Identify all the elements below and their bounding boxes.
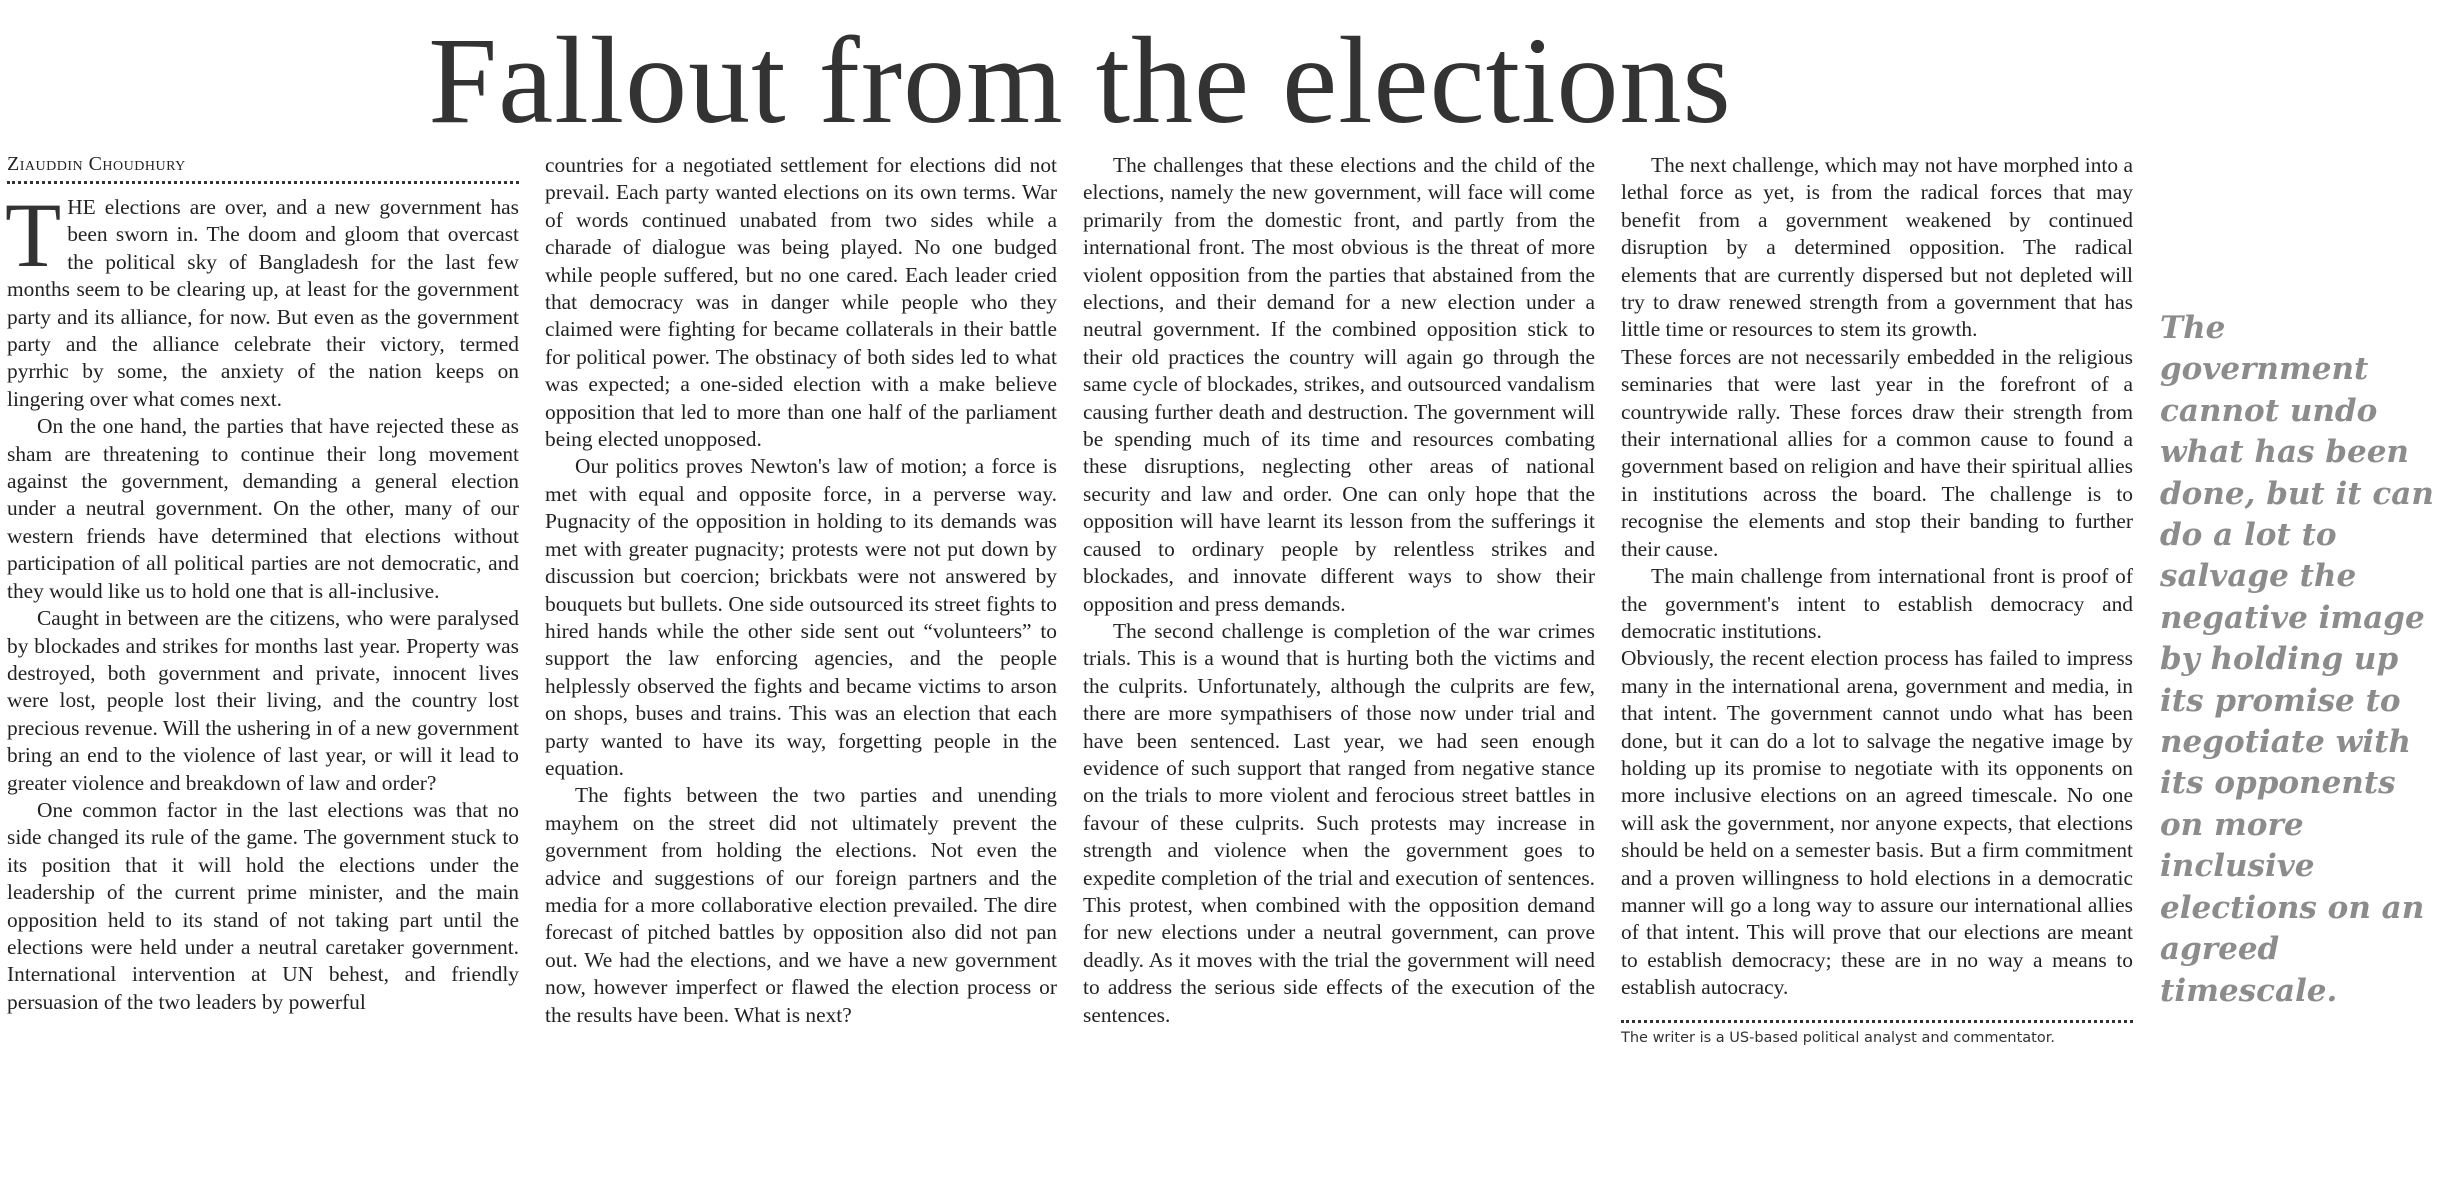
article-column-1 [7,152,519,1016]
paragraph: The main challenge from international front is proof of the government's intent to establish democracy and democratic institutions. [1621,564,2133,643]
paragraph: One common factor in the last elections was that no side changed its rule of the game. The government stuck to its position that it will hold the elections under the leadership of the current prime minister, and the main opposition held to its stand of not taking part until the elections were held under a neutral caretaker government. International intervention at UN behest, and friendly persuasion of the two leaders by powerful [7,797,519,1014]
paragraph: Caught in between are the citizens, who were paralysed by blockades and strikes for months last year. Property was destroyed, both government and private, innocent lives were lost, people lost their living, and the country lost precious revenue. Will the ushering in of a new government bring an end to the violence of last year, or will it lead to greater violence and breakdown of law and order? [7,606,519,795]
paragraph: The fights between the two parties and unending mayhem on the street did not ultimately prevent the government from holding the elections. Not even the advice and suggestions of our foreign partners and the media for a more collaborative election prevailed. The dire forecast of pitched battles by opposition also did not pan out. We had the elections, and we have a new government now, however imperfect or flawed the election process or the results have been. What is next? [545,783,1057,1027]
paragraph: The second challenge is completion of the war crimes trials. This is a wound that is hurting both the victims and the culprits. Unfortunately, although the culprits are few, there are more sympathisers of those now under trial and have been sentenced. Last year, we had seen enough evidence of such support that ranged from negative stance on the trials to more violent and ferocious street battles in favour of these culprits. Such protests may increase in strength and violence when the government goes to expedite completion of the trial and execution of sentences. This protest, when combined with the opposition demand for new elections under a neutral government, can prove deadly. As it moves with the trial the government will need to address the serious side effects of the execution of the sentences. [1083,618,1595,1027]
paragraph: countries for a negotiated settlement for elections did not prevail. Each party wanted elections on its own terms. War of words continued unabated from two sides while a charade of dialogue was being played. No one budged while people suffered, but no one cared. Each leader cried that democracy was in danger while people who they claimed were fighting for became collaterals in their battle for political power. The obstinacy of both sides led to what was expected; a one-sided election with a make believe opposition that led to more than one half of the parliament being elected unopposed. [545,153,1057,452]
byline: Ziauddin Choudhury [7,152,519,184]
paragraph: Obviously, the recent election process has failed to impress many in the international arena, government and media, in that intent. The government cannot undo what has been done, but it can do a lot to salvage the negative image by holding up its promise to negotiate with its opponents on more inclusive elections on an agreed timescale. No one will ask the government, nor anyone expects, that elections should be held on a semester basis. But a firm commitment and a proven willingness to hold elections in a democratic manner will go a long way to assure our international allies of that intent. This will prove that our elections are meant to establish democracy; these are in no way a means to establish autocracy. [1621,646,2133,1000]
pull-quote: The government cannot undo what has been done, but it can do a lot to salvage the negative image by holding up its promise to negotiate with its opponents on more inclusive elections on an agreed timescale. [2160,310,2434,1009]
paragraph [5,184,519,413]
paragraph: The challenges that these elections and the child of the elections, namely the new government, will face will come primarily from the domestic front, and partly from the international front. The most obvious is the threat of more violent opposition from the parties that abstained from the elections, and their demand for a new election under a neutral government. If the combined opposition stick to their old practices the country will again go through the same cycle of blockades, strikes, and outsourced vandalism causing further death and destruction. The government will be spending much of its time and resources combating these disruptions, neglecting other areas of national security and law and order. One can only hope that the opposition will have learnt its lesson from the sufferings it caused to ordinary people by relentless strikes and blockades, and innovate different ways to show their opposition and press demands. [1083,153,1595,616]
article-column-2 [545,152,1057,1029]
drop-cap: T [5,184,62,286]
paragraph-text: HE elections are over, and a new government has been sworn in. The doom and gloom that overcast the political sky of Bangladesh for the last few months seem to be clearing up, at least for the government party and its alliance, for now. But even as the government party and the alliance celebrate their victory, termed pyrrhic by some, the anxiety of the nation keeps on lingering over what comes next. [7,195,519,411]
author-footnote: The writer is a US-based political analyst and commentator. [1621,1020,2133,1047]
article-column-4 [1621,152,2133,1047]
headline: Fallout from the elections [428,12,1732,149]
paragraph: The next challenge, which may not have morphed into a lethal force as yet, is from the radical forces that may benefit from a government weakened by continued disruption by a determined opposition. The radical elements that are currently dispersed but not depleted will try to draw renewed strength from a government that has little time or resources to stem its growth. [1621,153,2133,342]
paragraph: These forces are not necessarily embedded in the religious seminaries that were last year in the forefront of a countrywide rally. These forces draw their strength from their international allies for a common cause to found a government based on religion and have their spiritual allies in institutions across the board. The challenge is to recognise the elements and stop their banding to further their cause. [1621,344,2133,561]
paragraph: Our politics proves Newton's law of motion; a force is met with equal and opposite force, in a perverse way. Pugnacity of the opposition in holding to its demands was met with greater pugnacity; protests were not put down by discussion but coercion; brickbats were not answered by bouquets but bullets. One side outsourced its street fights to hired hands while the other side sent out “volunteers” to support the law enforcing agencies, and the people helplessly observed the fights and became victims to arson on shops, buses and trains. This was an election that each party wanted to have its way, forgetting people in the equation. [545,454,1057,780]
paragraph: On the one hand, the parties that have rejected these as sham are threatening to continue their long movement against the government, demanding a general election under a neutral government. On the other, many of our western friends have determined that elections without participation of all political parties are not democratic, and they would like us to hold one that is all-inclusive. [7,414,519,603]
article-column-3 [1083,152,1595,1029]
